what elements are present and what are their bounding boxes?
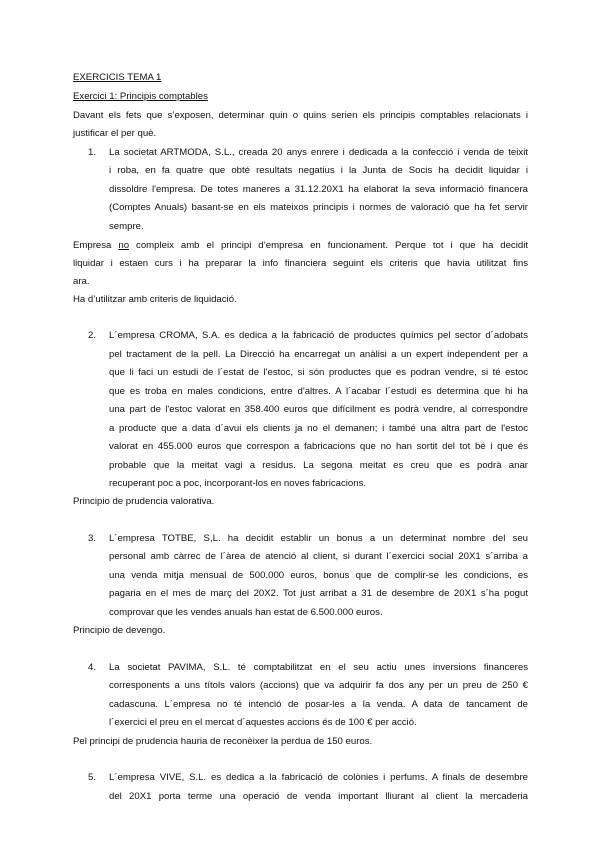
item-text-line: valorat en 455.000 euros que correspon a fabricacions que no han sortit del tot bé i que és [109, 441, 528, 452]
list-item-number: 4. [88, 662, 97, 673]
item-text-line: comprovar que les vendes anuals han estat de 6.500.000 euros. [109, 607, 383, 618]
item-text-line: cadascuna. L´empresa no té intenció de posar-les a la venda. A data de tancament de [109, 699, 528, 710]
answer-line: Empresa no compleix amb el principi d’empresa en funcionament. Perque tot i que ha decidit [73, 240, 528, 251]
item-text-line: recuperant poc a poc, incorporant-los en noves fabricacions. [109, 478, 367, 489]
item-text-line: probable que la meitat vagi a residus. La segona meitat es creu que es podrà anar [109, 460, 528, 471]
list-item-number: 3. [88, 533, 97, 544]
item-text-line: corresponents a uns títols valors (accions) que va adquirir fa dos any per un preu de 250 € [109, 680, 528, 691]
item-text-line: pagaria en el mes de març del 20X2. Tot just arribat a 31 de desembre de 20X1 s´ha pogut [109, 588, 528, 599]
item-text-line: pel tractament de la pell. La Direcció ha encarregat un anàlisi a un expert independent per a [109, 349, 528, 360]
answer-line: Ha d’utilitzar amb criteris de liquidació. [73, 294, 237, 305]
item-text-line: sempre. [109, 221, 144, 232]
item-text-line: i roba, en fa quatre que obté resultats negatius i la Junta de Socis ha decidit liquidar i [109, 165, 528, 176]
document-title: EXERCICIS TEMA 1 [73, 72, 162, 83]
item-text-line: que es troba en males condicions, entre d'altres. A l´acabar l´estudi es determina que hi ha [109, 386, 528, 397]
item-text-line: (Comptes Anuals) basant-se en els mateixos principis i normes de valoració que ha fet servir [109, 202, 528, 213]
item-text-line: una part de l'estoc valorat en 358.400 euros que difícilment es podrà vendre, al correspondre [109, 404, 528, 415]
item-text-line: dissoldre l'empresa. De totes maneres a 31.12.20X1 ha elaborat la seva informació financera [109, 184, 528, 195]
list-item-number: 2. [88, 330, 97, 341]
item-text-line: La societat PAVIMA, S.L. té comptabilitzat en el seu actiu unes inversions financeres [109, 662, 528, 673]
answer-line: Principio de prudencia valorativa. [73, 496, 215, 507]
answer-line: ara. [73, 276, 90, 287]
answer-line: Principio de devengo. [73, 625, 166, 636]
intro-line: justificar el per què. [73, 128, 157, 139]
item-text-line: L´empresa VIVE, S.L. es dedica a la fabricació de colònies i perfums. A finals de desembre [109, 772, 528, 783]
item-text-line: del 20X1 porta terme una operació de venda important lliurant al client la mercaderia [109, 791, 528, 802]
item-text-line: que li faci un estudi de l´estat de l'estoc, si són productes que es podran vendre, si té estoc [109, 367, 528, 378]
answer-line: liquidar i estaen curs i ha preparar la info financiera seguint els criteris que havia utilitzat fins [73, 258, 528, 269]
item-text-line: l´exercici el preu en el mercat d´aquestes accions és de 100 € per acció. [109, 717, 417, 728]
list-item-number: 5. [88, 772, 97, 783]
item-text-line: La societat ARTMODA, S.L., creada 20 anys enrere i dedicada a la confecció i venda de teixit [109, 147, 528, 158]
item-text-line: personal amb càrrec de l´àrea de atenció al client, si durant l´exercici social 20X1 s´arriba a [109, 551, 528, 562]
item-text-line: una venda mitja mensual de 500.000 euros, bonus que de complir-se les condicions, es [109, 570, 528, 581]
intro-line: Davant els fets que s’exposen, determinar quin o quins serien els principis comptables relacionats i [73, 110, 528, 121]
item-text-line: a producte que a data d´avui els clients ja no el demanen; i també una altra part de l'estoc [109, 423, 528, 434]
exercise-heading: Exercici 1: Principis comptables [73, 91, 208, 102]
item-text-line: L´empresa CROMA, S.A. es dedica a la fabricació de productes químics pel sector d´adobats [109, 330, 528, 341]
item-text-line: L´empresa TOTBE, S,L. ha decidit establir un bonus a un determinat nombre del seu [109, 533, 528, 544]
answer-line: Pel principi de prudencia hauria de reconèixer la perdua de 150 euros. [73, 736, 373, 747]
list-item-number: 1. [88, 147, 97, 158]
